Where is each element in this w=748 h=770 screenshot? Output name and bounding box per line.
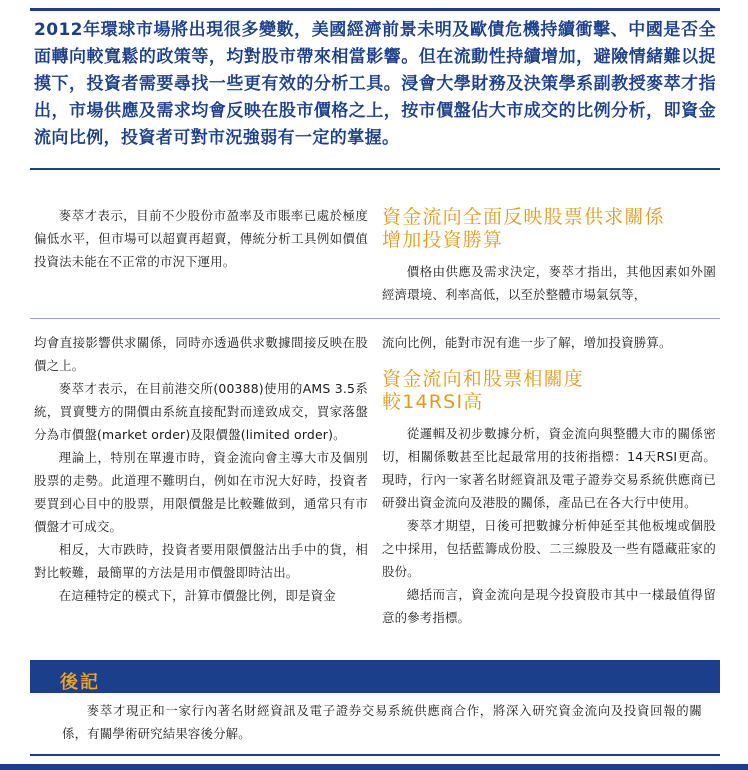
paragraph: 麥萃才期望，日後可把數據分析伸延至其他板塊或個股之中採用，包括藍籌成份股、二三線股及一些有隱藏莊家的股份。 (382, 518, 716, 579)
upper-right-column (382, 206, 716, 306)
heading-line-1: 資金流向全面反映股票供求關係 (382, 206, 665, 228)
paragraph: 價格由供應及需求決定，麥萃才指出，其他因素如外圍經濟環境、利率高低，以至於整體市場氣氛等， (382, 264, 716, 302)
postscript-body: 麥萃才現正和一家行內著名財經資訊及電子證券交易系統供應商合作，將深入研究資金流向及投資回報的關係，有關學術研究結果容後分解。 (62, 703, 702, 741)
heading-line-1: 資金流向和股票相關度 (382, 368, 585, 390)
heading-line-2: 增加投資勝算 (382, 229, 504, 251)
paragraph: 麥萃才表示，在目前港交所(00388)使用的AMS 3.5系統，買賣雙方的開價由系統直接配對而達致成交，買家落盤分為市價盤(market order)及限價盤(limited order)。 (34, 381, 368, 442)
postscript-header-bar (30, 662, 720, 693)
paragraph: 總括而言，資金流向是現今投資股市其中一樣最值得留意的參考指標。 (382, 587, 716, 625)
lower-left-column (34, 331, 368, 607)
section-heading-correlation (382, 368, 716, 414)
lower-right-column (382, 331, 716, 629)
paragraph: 相反，大市跌時，投資者要用限價盤沽出手中的貨，相對比較難，最簡單的方法是用市價盤即時沽出。 (34, 542, 368, 580)
paragraph: 理論上，特別在單邊市時，資金流向會主導大市及個別股票的走勢。此道理不難明白，例如在市況大好時，投資者要買到心目中的股票，用限價盤是比較難做到，通常只有市價盤才可成交。 (34, 450, 368, 534)
postscript-box (30, 660, 720, 756)
paragraph: 流向比例，能對市況有進一步了解，增加投資勝算。 (382, 335, 672, 350)
page-bottom-bar (0, 764, 748, 770)
paragraph: 在這種特定的模式下，計算市價盤比例，即是資金 (58, 588, 336, 603)
intro-summary: 2012年環球市場將出現很多變數，美國經濟前景未明及歐債危機持續衝擊、中國是否全面轉向較寬鬆的政策等，均對股市帶來相當影響。但在流動性持續增加，避險情緒難以捉摸下，投資者需要尋找一些更有效的分析工具。浸會大學財務及決策學系副教授麥萃才指出，市場供應及需求均會反映在股市價格之上，按市價盤佔大市成交的比例分析，即資金流向比例，投資者可對市況強弱有一定的掌握。 (30, 8, 720, 170)
section-heading-fund-flow (382, 206, 716, 252)
paragraph: 麥萃才表示，目前不少股份市盈率及市賬率已處於極度偏低水平，但市場可以超賣再超賣，傳統分析工具例如價值投資法未能在不正常的市況下運用。 (34, 208, 368, 269)
postscript-title: 後記 (60, 672, 100, 693)
upper-left-column (34, 204, 368, 273)
paragraph: 從邏輯及初步數據分析，資金流向與整體大市的關係密切，相關係數甚至比起最常用的技術指標：14天RSI更高。現時，行內一家著名財經資訊及電子證券交易系統供應商已研發出資金流向及港股的關係，產品已在各大行中使用。 (382, 426, 716, 510)
heading-line-2: 較14RSI高 (382, 391, 484, 413)
column-divider (30, 318, 720, 319)
paragraph: 均會直接影響供求關係，同時亦透過供求數據間接反映在股價之上。 (34, 335, 368, 373)
